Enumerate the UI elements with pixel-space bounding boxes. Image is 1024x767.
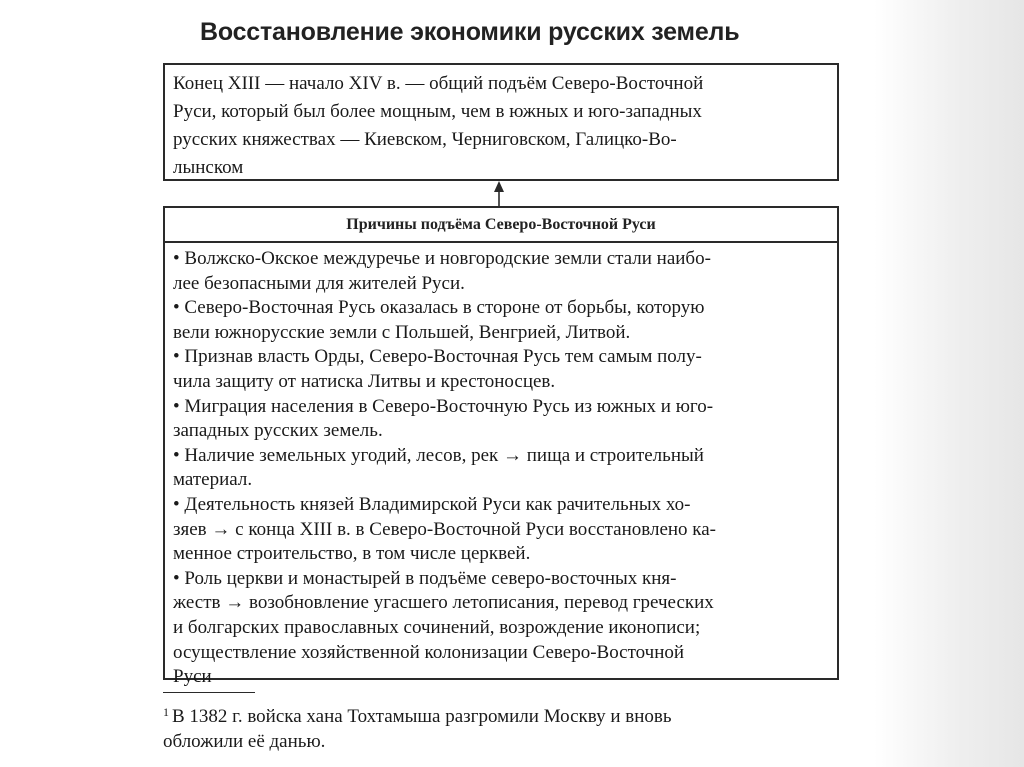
footnote-line: обложили её данью. xyxy=(163,731,326,752)
reason-line: • Признав власть Орды, Северо-Восточная Русь тем самым полу- xyxy=(173,346,702,368)
reason-line: лее безопасными для жителей Руси. xyxy=(173,272,465,294)
footnote-text: В 1382 г. войска хана Тохтамыша разгромили Москву и вновь xyxy=(172,706,672,727)
right-edge-shade xyxy=(874,0,1024,767)
reason-line: менное строительство, в том числе церквей. xyxy=(173,543,531,565)
reason-line: и болгарских православных сочинений, возрождение иконописи; xyxy=(173,616,701,638)
reason-line: вели южнорусские земли с Польшей, Венгрией, Литвой. xyxy=(173,321,631,343)
reason-line: • Деятельность князей Владимирской Руси как рачительных хо- xyxy=(173,493,691,515)
reasons-list xyxy=(165,243,837,690)
footnote xyxy=(163,700,839,754)
summary-line: Руси, который был более мощным, чем в южных и юго-западных xyxy=(173,101,702,122)
reason-line: зяев → с конца XIII в. в Северо-Восточной Руси восстановлено ка- xyxy=(173,518,716,540)
page-title: Восстановление экономики русских земель xyxy=(200,18,740,46)
reason-line: • Наличие земельных угодий, лесов, рек → пища и строительный xyxy=(173,444,704,466)
reason-line: чила защиту от натиска Литвы и крестоносцев. xyxy=(173,370,556,392)
footnote-divider xyxy=(163,692,255,693)
reason-line: материал. xyxy=(173,469,253,491)
reason-line: жеств → возобновление угасшего летописания, перевод греческих xyxy=(173,592,714,614)
reason-line: • Миграция населения в Северо-Восточную Русь из южных и юго- xyxy=(173,395,714,417)
reason-line: • Волжско-Окское междуречье и новгородские земли стали наибо- xyxy=(173,248,711,269)
reason-line: западных русских земель. xyxy=(173,420,383,442)
reason-line: • Северо-Восточная Русь оказалась в стороне от борьбы, которую xyxy=(173,297,705,319)
summary-box xyxy=(163,63,839,181)
up-arrow-icon xyxy=(493,181,505,208)
reason-line: • Роль церкви и монастырей в подъёме северо-восточных кня- xyxy=(173,567,677,589)
reason-line: Руси xyxy=(173,666,212,688)
summary-line: Конец XIII — начало XIV в. — общий подъём Северо-Восточной xyxy=(173,73,704,94)
reason-line: осуществление хозяйственной колонизации Северо-Восточной xyxy=(173,641,685,663)
summary-line: русских княжествах — Киевском, Черниговском, Галицко-Во- xyxy=(173,129,677,150)
reasons-box xyxy=(163,206,839,688)
footnote-marker: 1 xyxy=(163,705,169,719)
footnote-line xyxy=(163,700,839,729)
summary-line: лынском xyxy=(173,157,244,178)
reasons-header: Причины подъёма Северо-Восточной Руси xyxy=(165,208,837,243)
